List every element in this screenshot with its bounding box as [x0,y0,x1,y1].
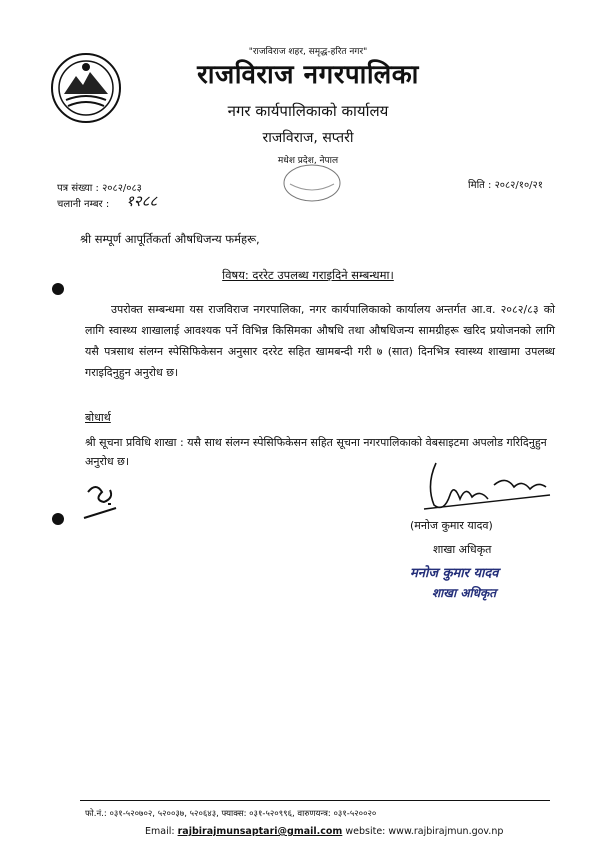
signatory-name: (मनोज कुमार यादव) [410,519,493,532]
punch-hole [52,283,64,295]
footer-divider [80,800,550,801]
footer-contact [145,826,503,837]
website-link[interactable]: www.rajbirajmun.gov.np [388,826,504,837]
chalani-number: १२८८ [126,192,158,210]
cc-heading: बोधार्थ [85,411,111,424]
slogan: "राजविराज शहर, समृद्ध-हरित नगर" [248,47,368,57]
punch-hole-2 [52,513,64,525]
stamp-name: मनोज कुमार यादव [410,566,499,581]
footer-phones: फो.नं.: ०३१-५२०७०२, ५२००३७, ५२०६४३, फ्याक्स: ०३१-५२०९९६, वारुणयन्त्र: ०३१-५२००२० [85,809,377,819]
subject-line [0,268,616,283]
office-place: राजविराज, सप्तरी [262,130,354,146]
letter-date: मिति : २०८२/१०/२१ [468,180,543,191]
email-link[interactable]: rajbirajmunsaptari@gmail.com [177,826,343,837]
round-seal [280,162,344,204]
stamp-title: शाखा अधिकृत [432,586,497,600]
website-label: website: [345,826,386,837]
letter-body: उपरोक्त सम्बन्धमा यस राजविराज नगरपालिका, नगर कार्यपालिकाको कार्यालय अन्तर्गत आ.व. २०८२/८३ को लागि स्वास्थ्य शाखालाई आवश्यक पर्ने विभिन्न किसिमका औषधि तथा औषधिजन्य सामग्रीहरू खरिद प्रयोजनको लागि यसै पत्रसाथ संलग्न स्पेसिफिकेसन अनुसार दररेट सहित खामबन्दी गरी ७ (सात) दिनभित्र स्वास्थ्य शाखामा उपलब्ध गराइदिनुहुन अनुरोध छ। [85,303,555,379]
signature [420,455,560,517]
addressee: श्री सम्पूर्ण आपूर्तिकर्ता औषधिजन्य फर्महरू, [80,232,260,246]
municipality-title: राजविराज नगरपालिका [197,60,419,90]
office-province: मधेश प्रदेश, नेपाल [277,156,339,166]
chalani-label: चलानी नम्बर : [57,199,110,210]
initials-scribble [80,478,128,524]
office-name: नगर कार्यपालिकाको कार्यालय [227,102,389,120]
cc-line: श्री सूचना प्रविधि शाखा : यसै साथ संलग्न स्पेसिफिकेसन सहित सूचना नगरपालिकाको वेबसाइटमा अपलोड गरिदिनुहुन अनुरोध छ। [85,436,547,468]
email-label: Email: [145,826,175,837]
subject-text: विषय: दररेट उपलब्ध गराइदिने सम्बन्धमा। [222,268,394,282]
patra-sankhya: पत्र संख्या : २०८२/०८३ [57,183,142,194]
signatory-title: शाखा अधिकृत [433,543,492,556]
